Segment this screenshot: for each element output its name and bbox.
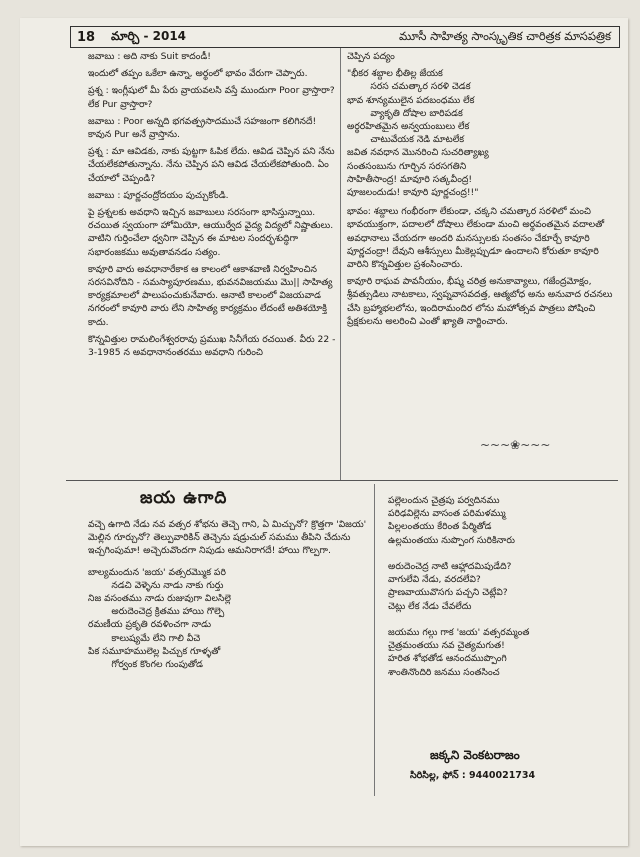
poem-line: జయము గల్గు గాక 'జయ' వత్సరమ్మంత: [388, 627, 530, 639]
article-paragraph: ఇందులో తప్పం ఒకేలా ఉన్నా, అర్థంలో భావం వేరుగా చెప్పారు.: [88, 68, 308, 80]
verse-block: [347, 67, 617, 199]
poem-line: శాంతినొందిరి జనము సంతసించ: [388, 666, 500, 678]
poem-line: పిక సమూహములెల్ల పిచ్చుక గూళ్ళతో: [88, 645, 221, 657]
poem-line: [388, 547, 614, 560]
left-article-column: [88, 50, 336, 363]
section-divider: [66, 480, 618, 481]
poem-line: ఉల్లమంతయు నుప్పొంగ సురికినారు: [388, 534, 515, 546]
poem-line: ప్రాణవాయువొసగు పచ్చని చెట్లేవి?: [388, 587, 508, 599]
poem-line: చెట్లు లేక నేడు చేవలేదు: [388, 600, 472, 612]
poem-line: కాలుష్యమే లేని గాలి వీచె: [88, 632, 201, 644]
verse-line: అర్థరహితమైన అన్వయంబులు లేక: [347, 121, 470, 133]
poem-line: నడచి వెళ్ళెను నాడు నాకు గుర్తు: [88, 579, 224, 591]
verse-line: వ్యాకృతి దోషాల బారిపడక: [347, 107, 463, 119]
poem-line: అరుదెంచెద్ర నాటి ఆహ్లాదమిపుడేది?: [388, 561, 512, 573]
poem-line: అరుదెంచెద్ర క్రితము హాయి గొల్పె: [88, 606, 225, 618]
poem-opening: వచ్చె ఉగాది నేడు నవ వత్సర శోభను తెచ్చె గాని, ఏ మిచ్చునో? క్రొత్తగా 'విజయ' మెల్లిన గూర్చునో? తెల్పువారికిన్ తెచ్చెను షడ్రుచుల్ సమము తీపిని చేదును ఇచ్చగింపుమా! అచ్చెరువొందగా నిపుడు ఆమనిరాగదే! హాయి గొల్పగా.: [88, 519, 367, 557]
meaning-paragraph: భావం: శబ్దాలు గంభీరంగా లేకుండా, చక్కని చమత్కార సరళిలో మంచి భావయుక్తంగా, పదాలలో దోషాలు లేకుండా మంచి అర్థవంతమైన వదాలతో అవధానాలు చేయదగా అందరి మనస్సులకు సంతసం చేకూర్చే కావూరి పూర్ణచంద్రా! దేవుని ఆశీస్సులు మీకెల్లప్పుడూ ఉందాలని కోరుతూ కావూరి వారిని కొన్నవిత్తుల ప్రశంసించారు.: [347, 206, 605, 271]
poem-line: హరిత శోభతోడ ఆనందముప్పొంగి: [388, 653, 507, 665]
ornament-divider: ~~~❀~~~: [480, 438, 551, 452]
poem-line: రమణీయ ప్రకృతి రవళించగా నాడు: [88, 619, 212, 631]
article-paragraph: జవాబు : Poor అన్నది భగవత్ప్రసాదముచే సహజంగా కలిగినదే! కావున Pur అనే వ్రాస్తాను.: [88, 115, 317, 141]
verse-line: సాహితీసాంద్ర! మావూరి సత్కవీంద్ర!: [347, 173, 473, 185]
column-divider: [340, 48, 341, 480]
verse-line: భావ శూన్యములైన పదబంధము లేక: [347, 94, 475, 106]
poem-line: బాల్యమందున 'జయ' వత్సరమ్మొక పరి: [88, 566, 226, 578]
article-paragraph: జవాబు : పూర్ణచంద్రోదయం పుచ్చుకోండి.: [88, 189, 229, 201]
poem-left-column: [88, 518, 368, 671]
poem-line: పల్లెలందున చైత్రపు పర్వదినము: [388, 495, 500, 506]
poem-column-divider: [374, 484, 375, 796]
poem-line: పరిఢవిల్లెను వాసంత పరిమళమ్ము: [388, 508, 506, 520]
verse-line: "భీకర శబ్దాల భీతిల్ల జేయక: [347, 68, 443, 80]
poem-author: జక్కని వెంకటరాజం: [430, 748, 520, 762]
poem-line: [388, 613, 614, 626]
issue-month: మార్చి - 2014: [111, 28, 187, 43]
poem-line: వాగులేవి నేడు, వరదలేవి?: [388, 574, 481, 586]
poem-line: గోర్వంక కొంగల గుంపుతోడ: [88, 659, 203, 671]
magazine-title: మూసీ సాహిత్య సాంస్కృతిక చారిత్రక మాసపత్రిక: [398, 28, 611, 43]
poem-line: చైత్రమంతయు నవ చైత్యమగుత!: [388, 640, 505, 652]
article-paragraph: ప్రశ్న : మా ఆవిడకు, నాకు పుట్టగా ఓపిక లేదు. ఆవిడ చెప్పిన పని నేను చేయలేకపోతున్నాను. నేను చెప్పిన పని ఆవిడ చేయలేకపోతుంది. ఏం చేయాలో చెప్పండి?: [88, 146, 335, 184]
verse-intro: చెప్పిన పద్యం: [347, 51, 395, 62]
verse-line: పూజలందుడు! కావూరి పూర్ణచంద్ర!!": [347, 187, 479, 199]
author-address: సిరిసిల్ల, ఫోన్ : 9440021734: [410, 770, 536, 781]
article-paragraph: ప్రశ్న : ఇంగ్లీషులో మీ పేరు వ్రాయవలసి వస్తే ముందుగా Poor వ్రాస్తారా? లేక Pur వ్రాస్తారా?: [88, 85, 335, 110]
poem-title: జయ ఉగాది: [140, 488, 228, 508]
article-paragraph: కావూరి వారు అవధానారేకాక ఆ కాలంలో ఆకాశవాణి నిర్వహించిన సరసవినోదిని - సమస్యాపూరణము, భువనవిజయము మొ|| సాహిత్య కార్యక్రమాలలో పాలుపంచుకునేవారు. ఆనాటి కాలంలో విజయవాడ నగరంలో కావూరి వారు లేని సాహిత్య కార్యక్రమం లేదంటే అతిశయోక్తి కాదు.: [88, 263, 333, 328]
article-paragraph: పై ప్రశ్నలకు అవధాని ఇచ్చిన జవాబులు సరసంగా భాసిస్తున్నాయి. రచయిత స్వయంగా హోమియో, ఆయుర్వేద వైద్య విద్యలో నిష్ణాతులు. వాటిని గుర్తించేలా ధ్వనిగా చెప్పిన ఈ మాటల సందర్భశుద్ధిగా సభారంజకము అవుతావనడం సత్యం.: [88, 207, 334, 258]
verse-line: సంతసంబును గూర్చిన సరసగతిని: [347, 160, 467, 172]
right-article-column: [347, 50, 617, 332]
poem-line: పిల్లలంతయు కేరింత పేర్మితోడ: [388, 521, 492, 533]
article-paragraph: జవాబు : అది నాకు Suit కాదండీ!: [88, 51, 211, 62]
poem-line: నిజ వసంతము నాడు రుజువుగా విలసిల్లె: [88, 593, 231, 605]
verse-line: సరస చమత్కార సరళి చెడక: [347, 81, 471, 93]
verse-line: చాటువేయక నెడి మాటలేక: [347, 134, 465, 146]
poem-right-column: [388, 494, 614, 679]
page-number: 18: [77, 29, 96, 45]
page-header: [70, 26, 620, 48]
article-paragraph: కొన్నవిత్తుల రామలింగేశ్వరరావు ప్రముఖ సినీగేయ రచయిత. వీరు 22 - 3-1985 న అవధానానంతరము అవధాని గురించి: [88, 333, 336, 359]
verse-line: జవిత నవధాన మొనరించి సుచరిత్యాఖ్య: [347, 147, 489, 159]
article-paragraph: కావూరి రాఘవ పావనీయం, భీష్మ చరిత్ర అనుకావ్యాలు, గజేంద్రమోక్షం, శ్రీవత్సుడిలు నాటకాలు, స్వప్నవాసవదత్త, ఆత్మబోధ అను అనువాద రచనలు చేసి బ్రహ్మాభలలోను, ఇందిరామందిర లోను మహోత్సవ పాత్రలు పోషించి ప్రేక్షకులను అలరించి ఎంతో ఖ్యాతి నార్జించారు.: [347, 276, 613, 327]
